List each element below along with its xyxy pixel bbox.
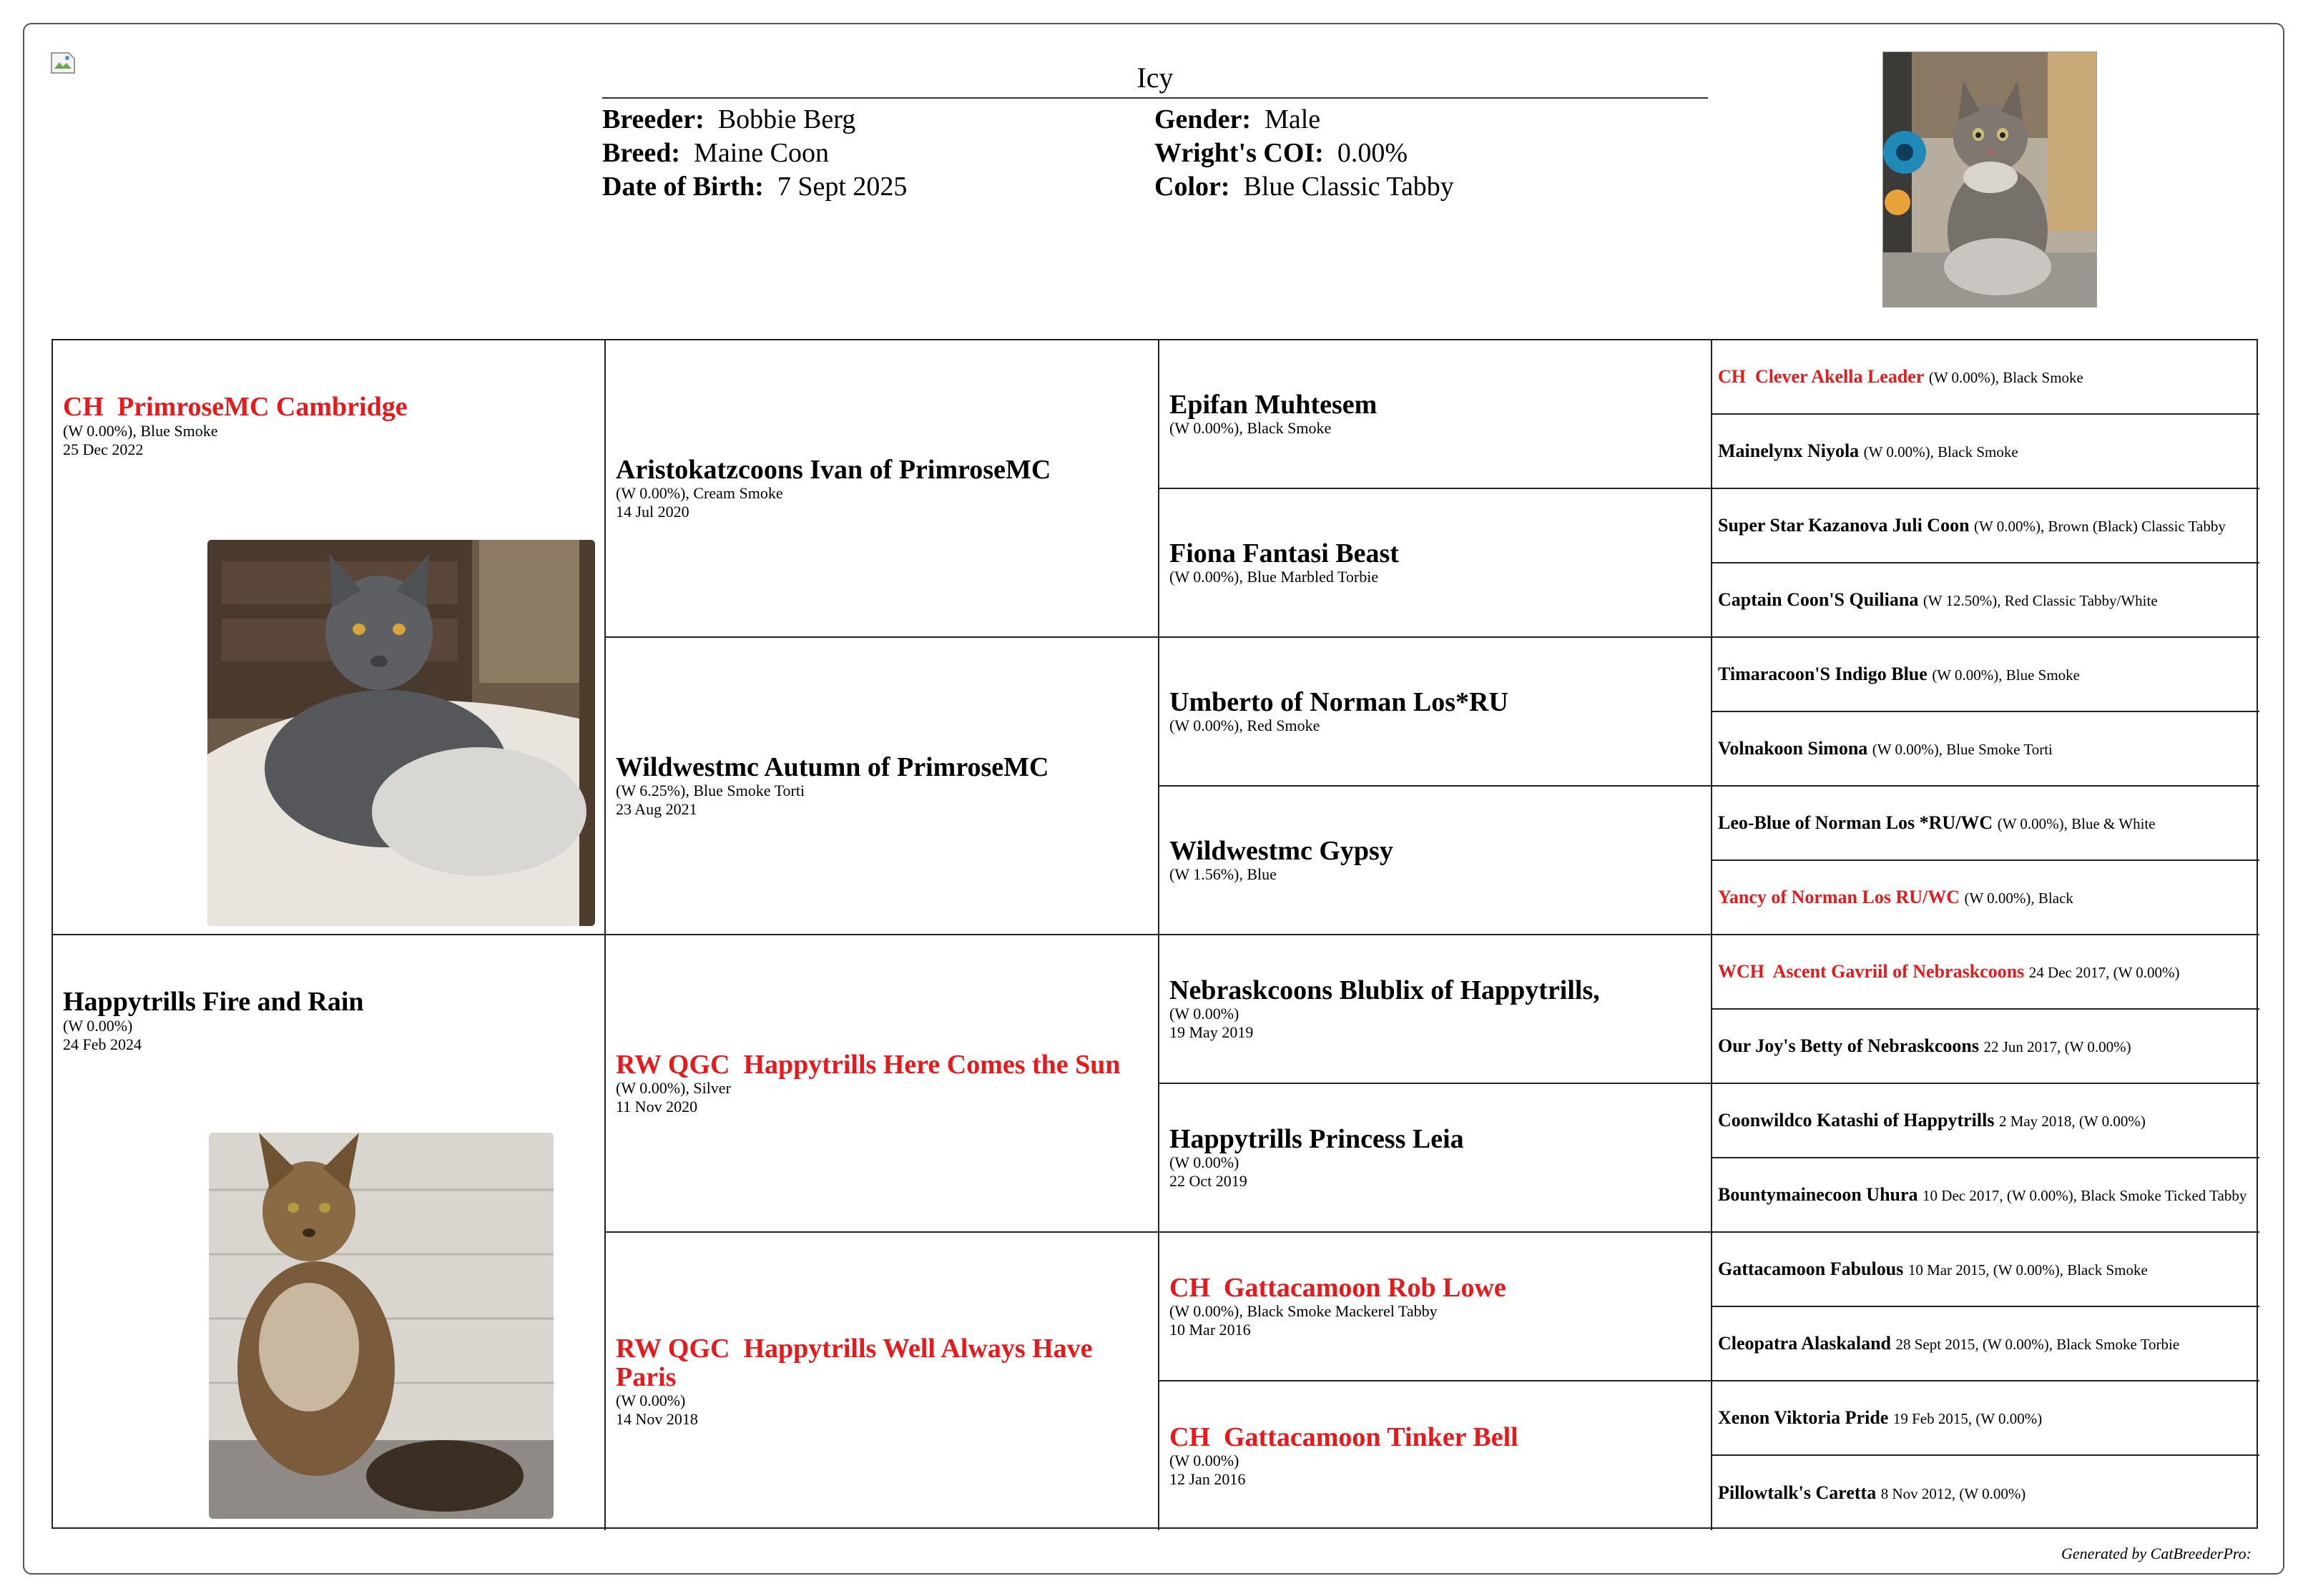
ancestor-details: (W 0.00%): [1169, 1005, 1239, 1023]
ancestor-name-text: Captain Coon'S Quiliana: [1718, 588, 1919, 610]
ancestor-name: [1169, 1274, 1701, 1302]
gen3-cell: [1159, 638, 1712, 787]
ancestor-details: (W 0.00%), Blue & White: [1997, 814, 2156, 832]
gen4-cell: [1712, 712, 2259, 787]
breeder-row: [602, 103, 1154, 137]
ancestor-title: RW QGC: [616, 1334, 730, 1364]
ancestor-details: (W 0.00%), Black: [1964, 889, 2073, 907]
ancestor-entry: [1718, 1109, 2254, 1133]
gen4-cell: [1712, 1158, 2259, 1233]
ancestor-name: [1718, 1258, 1903, 1279]
ancestor-dob: 12 Jan 2016: [1169, 1470, 1246, 1488]
ancestor-entry: [1718, 663, 2254, 686]
ancestor-name: [1718, 1407, 1888, 1428]
gender-row: [1154, 103, 1707, 137]
sire-title: CH: [63, 392, 104, 422]
gender-value: Male: [1265, 104, 1321, 134]
ancestor-name-text: Gattacamoon Fabulous: [1718, 1258, 1904, 1279]
ancestor-dob: 14 Nov 2018: [616, 1410, 698, 1428]
dob-value: 7 Sept 2025: [777, 172, 908, 202]
dob-row: [602, 170, 1154, 204]
ancestor-details: 8 Nov 2012, (W 0.00%): [1880, 1484, 2026, 1502]
gen4-cell: [1712, 563, 2259, 638]
gen4-cell: [1712, 638, 2259, 712]
ancestor-name-text: Gattacamoon Rob Lowe: [1224, 1273, 1506, 1303]
ancestor-details: (W 6.25%), Blue Smoke Torti: [616, 782, 805, 799]
ancestor-name-text: Epifan Muhtesem: [1169, 390, 1378, 420]
ancestor-title: CH: [1718, 365, 1746, 387]
ancestor-name: [1169, 688, 1701, 716]
dam-details: (W 0.00%): [63, 1017, 133, 1035]
ancestor-name: [1718, 664, 1928, 684]
ancestor-entry: [1718, 886, 2254, 910]
gen4-cell: [1712, 1084, 2259, 1158]
color-value: Blue Classic Tabby: [1243, 172, 1454, 202]
ancestor-details: 2 May 2018, (W 0.00%): [1998, 1112, 2146, 1130]
gen3-cell: [1159, 1233, 1712, 1381]
broken-image-icon: [50, 51, 76, 74]
ancestor-title: WCH: [1718, 960, 1764, 982]
gen4-cell: [1712, 415, 2259, 489]
pedigree-table: [51, 339, 2258, 1529]
ancestor-name: [1169, 837, 1701, 865]
ancestor-name-text: Fiona Fantasi Beast: [1169, 538, 1399, 568]
ancestor-dob: 10 Mar 2016: [1169, 1321, 1251, 1339]
ancestor-entry: [1718, 1035, 2254, 1058]
gen4-cell: [1712, 340, 2259, 415]
ancestor-name: [1169, 1125, 1701, 1153]
breed-row: [602, 137, 1154, 170]
ancestor-details: (W 0.00%), Red Smoke: [1169, 716, 1320, 734]
ancestor-name-text: Wildwestmc Autumn of PrimroseMC: [616, 752, 1049, 782]
ancestor-details: (W 0.00%), Blue Smoke Torti: [1872, 740, 2053, 758]
ancestor-entry: [1718, 1183, 2254, 1207]
ancestor-name: [1718, 812, 1993, 833]
ancestor-name: [1718, 1333, 1891, 1354]
gen4-cell: [1712, 1233, 2259, 1307]
gen2-cell: [606, 638, 1159, 935]
ancestor-name-text: Our Joy's Betty of Nebraskcoons: [1718, 1035, 1979, 1056]
ancestor-name: [1718, 1035, 1979, 1056]
dob-label: Date of Birth:: [602, 172, 764, 202]
sire-photo: [207, 540, 595, 926]
coi-label: Wright's COI:: [1154, 138, 1324, 168]
ancestor-entry: [1718, 812, 2254, 835]
ancestor-details: (W 0.00%), Black Smoke: [1928, 368, 2083, 386]
sire-name-text: PrimroseMC Cambridge: [117, 392, 408, 422]
ancestor-name-text: Umberto of Norman Los*RU: [1169, 687, 1508, 717]
ancestor-name-text: Coonwildco Katashi of Happytrills: [1718, 1109, 1995, 1130]
ancestor-entry: [1718, 960, 2254, 984]
gen3-cell: [1159, 340, 1712, 489]
gen2-cell: [606, 935, 1159, 1233]
ancestor-entry: [1718, 737, 2254, 761]
ancestor-name-text: Yancy of Norman Los RU/WC: [1718, 886, 1960, 907]
ancestor-name-text: Timaracoon'S Indigo Blue: [1718, 663, 1928, 684]
ancestor-name-text: Happytrills Princess Leia: [1169, 1124, 1464, 1154]
ancestor-entry: [1718, 1482, 2254, 1505]
gen2-cell: [606, 340, 1159, 638]
coi-row: [1154, 137, 1707, 170]
ancestor-details: 10 Mar 2015, (W 0.00%), Black Smoke: [1907, 1261, 2148, 1279]
ancestor-entry: [1718, 365, 2254, 389]
ancestor-dob: 22 Oct 2019: [1169, 1172, 1247, 1190]
ancestor-details: (W 0.00%), Cream Smoke: [616, 484, 783, 502]
ancestor-name: [1718, 589, 1918, 610]
gen4-cell: [1712, 489, 2259, 563]
ancestor-name-text: Bountymainecoon Uhura: [1718, 1183, 1918, 1205]
gen4-cell: [1712, 861, 2259, 935]
ancestor-name: [1718, 440, 1859, 461]
ancestor-entry: [1718, 1258, 2254, 1281]
ancestor-name-text: Wildwestmc Gypsy: [1169, 836, 1393, 866]
gen3-cell: [1159, 1381, 1712, 1530]
gender-label: Gender:: [1154, 104, 1252, 134]
ancestor-details: 24 Dec 2017, (W 0.00%): [2028, 963, 2180, 981]
ancestor-name-text: Pillowtalk's Caretta: [1718, 1482, 1877, 1503]
pedigree-header: [602, 57, 1708, 204]
ancestor-dob: 11 Nov 2020: [616, 1098, 698, 1115]
sire-details: (W 0.00%), Blue Smoke: [63, 422, 218, 440]
ancestor-name: [616, 1334, 1148, 1391]
ancestor-entry: [1718, 440, 2254, 463]
gen4-cell: [1712, 1307, 2259, 1381]
breed-label: Breed:: [602, 138, 681, 168]
ancestor-name-text: Ascent Gavriil of Nebraskcoons: [1772, 960, 2025, 982]
ancestor-entry: [1718, 588, 2254, 612]
ancestor-details: 10 Dec 2017, (W 0.00%), Black Smoke Ticked Tabby: [1923, 1186, 2247, 1204]
gen2-cell: [606, 1233, 1159, 1530]
breed-value: Maine Coon: [694, 138, 829, 168]
ancestor-name: [1718, 1110, 1994, 1130]
gen3-cell: [1159, 1084, 1712, 1233]
ancestor-title: CH: [1169, 1273, 1210, 1303]
kitten-photo: [1882, 51, 2097, 307]
ancestor-name-text: Happytrills Well Always Have Paris: [616, 1334, 1093, 1392]
ancestor-details: (W 0.00%): [1169, 1153, 1239, 1171]
sire-dob: 25 Dec 2022: [63, 440, 144, 458]
ancestor-details: (W 0.00%), Black Smoke: [1169, 419, 1332, 437]
ancestor-name: [616, 455, 1148, 484]
sire-name: [63, 392, 594, 422]
ancestor-dob: 23 Aug 2021: [616, 800, 697, 818]
ancestor-name-text: Mainelynx Niyola: [1718, 440, 1860, 461]
gen3-cell: [1159, 787, 1712, 935]
ancestor-name-text: Xenon Viktoria Pride: [1718, 1407, 1889, 1428]
dam-photo: [209, 1133, 554, 1519]
ancestor-entry: [1718, 1332, 2254, 1356]
ancestor-name: [1718, 366, 1924, 387]
ancestor-details: (W 0.00%), Blue Smoke: [1932, 666, 2080, 684]
ancestor-name: [1169, 390, 1701, 419]
ancestor-entry: [1718, 1407, 2254, 1430]
ancestor-name-text: Volnakoon Simona: [1718, 737, 1868, 759]
gen3-cell: [1159, 935, 1712, 1084]
gen4-cell: [1712, 1456, 2259, 1530]
ancestor-details: (W 0.00%), Brown (Black) Classic Tabby: [1974, 517, 2226, 535]
dam-dob: 24 Feb 2024: [63, 1035, 142, 1053]
cat-name: Icy: [602, 57, 1708, 99]
ancestor-name: [1169, 1423, 1701, 1452]
ancestor-title: RW QGC: [616, 1050, 730, 1080]
ancestor-details: (W 0.00%), Black Smoke Mackerel Tabby: [1169, 1302, 1438, 1320]
ancestor-details: (W 0.00%), Silver: [616, 1079, 731, 1097]
ancestor-details: (W 12.50%), Red Classic Tabby/White: [1923, 591, 2158, 609]
ancestor-name: [1718, 961, 2024, 982]
gen4-cell: [1712, 1010, 2259, 1084]
ancestor-details: 22 Jun 2017, (W 0.00%): [1983, 1038, 2131, 1055]
ancestor-name: [1718, 887, 1960, 907]
ancestor-name-text: Leo-Blue of Norman Los *RU/WC: [1718, 812, 1993, 833]
ancestor-details: (W 1.56%), Blue: [1169, 865, 1277, 883]
ancestor-name-text: Nebraskcoons Blublix of Happytrills,: [1169, 975, 1600, 1005]
ancestor-name-text: Super Star Kazanova Juli Coon: [1718, 514, 1970, 536]
gen4-cell: [1712, 1381, 2259, 1456]
color-row: [1154, 170, 1707, 204]
ancestor-name: [616, 753, 1148, 782]
ancestor-details: 28 Sept 2015, (W 0.00%), Black Smoke Torbie: [1895, 1335, 2180, 1353]
footer-credit: Generated by CatBreederPro:: [2061, 1545, 2252, 1562]
ancestor-details: (W 0.00%): [1169, 1452, 1239, 1469]
color-label: Color:: [1154, 172, 1230, 202]
ancestor-title: CH: [1169, 1422, 1210, 1452]
ancestor-name: [1718, 1482, 1876, 1503]
coi-value: 0.00%: [1337, 138, 1408, 168]
ancestor-name-text: Happytrills Here Comes the Sun: [743, 1050, 1121, 1080]
ancestor-dob: 19 May 2019: [1169, 1023, 1254, 1041]
ancestor-details: (W 0.00%): [616, 1391, 686, 1409]
ancestor-name: [1718, 738, 1867, 759]
breeder-value: Bobbie Berg: [717, 104, 856, 134]
ancestor-details: 19 Feb 2015, (W 0.00%): [1892, 1409, 2043, 1427]
ancestor-name: [1718, 1184, 1918, 1205]
dam-name: Happytrills Fire and Rain: [63, 987, 364, 1017]
gen4-cell: [1712, 935, 2259, 1010]
ancestor-details: (W 0.00%), Blue Marbled Torbie: [1169, 568, 1379, 586]
ancestor-name-text: Gattacamoon Tinker Bell: [1224, 1422, 1518, 1452]
ancestor-entry: [1718, 514, 2254, 538]
ancestor-name-text: Aristokatzcoons Ivan of PrimroseMC: [616, 455, 1051, 485]
ancestor-details: (W 0.00%), Black Smoke: [1863, 443, 2018, 460]
gen3-cell: [1159, 489, 1712, 638]
ancestor-name: [616, 1050, 1148, 1079]
ancestor-name: [1718, 515, 1970, 536]
breeder-label: Breeder:: [602, 104, 704, 134]
ancestor-name: [1169, 539, 1701, 568]
gen4-cell: [1712, 787, 2259, 861]
ancestor-name-text: Cleopatra Alaskaland: [1718, 1332, 1891, 1354]
ancestor-dob: 14 Jul 2020: [616, 503, 689, 521]
ancestor-name: [1169, 976, 1701, 1005]
ancestor-name-text: Clever Akella Leader: [1755, 365, 1925, 387]
